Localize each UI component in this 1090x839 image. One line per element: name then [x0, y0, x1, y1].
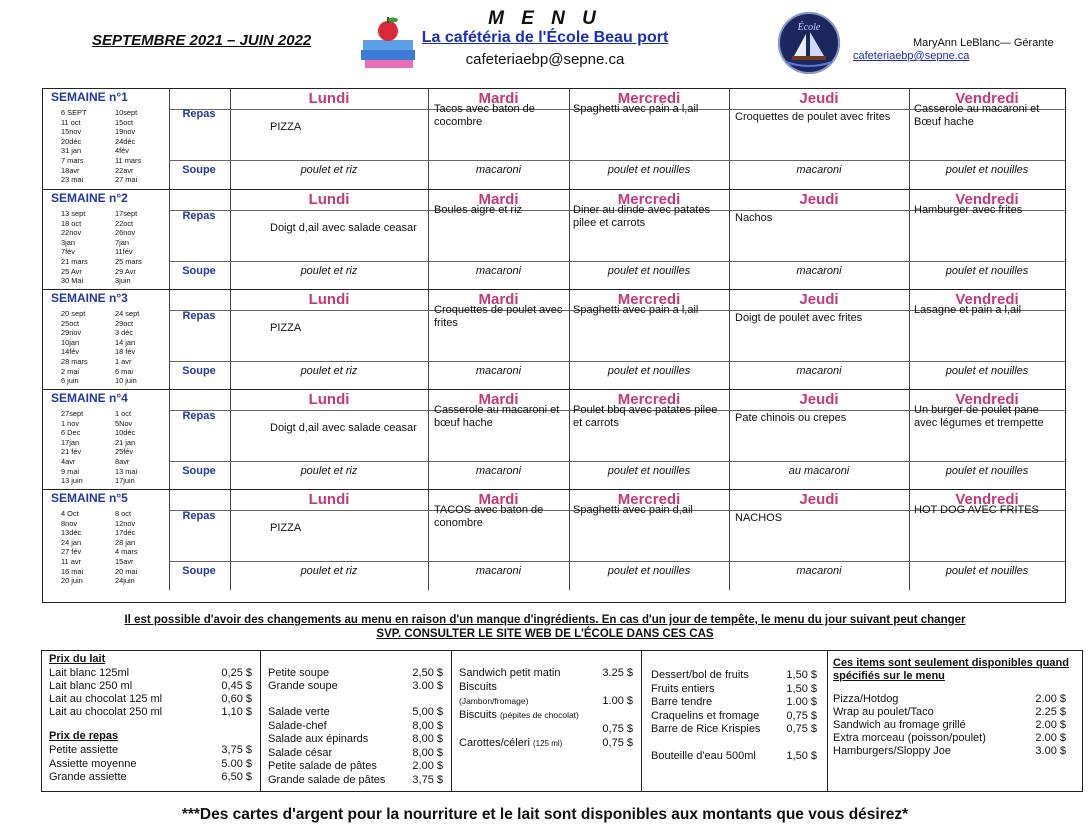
soup-item: macaroni: [475, 164, 522, 176]
notice-website: SVP. CONSULTER LE SITE WEB DE L'ÉCOLE DANS CES CAS: [376, 628, 714, 640]
day-header-lundi: Lundi: [308, 391, 350, 408]
menu-grid: [42, 88, 1066, 603]
row-divider: [169, 561, 1065, 562]
week-date: 17jan: [61, 437, 80, 447]
week-date: 24 jan: [61, 537, 82, 547]
price-item-name: Pizza/Hotdog: [833, 693, 899, 705]
day-header-mardi: Mardi: [478, 90, 519, 107]
day-header-jeudi: Jeudi: [799, 491, 839, 508]
week-date: 21 fév: [61, 447, 82, 457]
specials-heading: Ces items sont seulement disponibles quand spécifiés sur le menu: [833, 657, 1069, 682]
week-title: SEMAINE n°3: [51, 291, 128, 305]
manager-name: MaryAnn LeBlanc— Gérante: [913, 37, 1054, 49]
week-date: 6 mai: [115, 366, 134, 376]
week-date: 27sept: [61, 409, 84, 418]
week-date: 14fév: [61, 347, 80, 357]
soupe-label: Soupe: [182, 565, 216, 577]
soup-item: poulet et nouilles: [607, 365, 691, 377]
soup-item: poulet et nouilles: [607, 164, 691, 176]
row-divider: [169, 160, 1065, 161]
day-header-vendredi: Vendredi: [955, 391, 1019, 408]
week-date: 7 mars: [61, 156, 84, 165]
week-date: 8 oct: [115, 509, 132, 518]
price-item-name: Lait blanc 125ml: [49, 667, 130, 679]
cafeteria-name: La cafétéria de l'École Beau port: [421, 29, 669, 46]
row-divider: [169, 361, 1065, 362]
meal-item: Poulet bbq avec patates pilee et carrots: [573, 404, 718, 429]
week-date: 10 juin: [115, 376, 137, 386]
meal-item: Tacos avec baton de cocombre: [434, 103, 535, 128]
price-item-name: Craquelins et fromage: [651, 709, 760, 722]
day-header-mardi: Mardi: [478, 291, 519, 308]
day-header-lundi: Lundi: [308, 491, 350, 508]
week-date: 22avr: [115, 165, 134, 175]
week-date: 15oct: [115, 117, 134, 127]
day-header-vendredi: Vendredi: [955, 90, 1019, 107]
price-item-value: 1,50 $: [786, 669, 817, 681]
week-date: 13 sept: [61, 209, 86, 218]
week-date: 15avr: [115, 557, 134, 566]
price-item-name: Bouteille d'eau 500ml: [651, 750, 756, 762]
meal-item: Diner au dinde avec patates pilee et carrots: [573, 204, 710, 229]
day-header-lundi: Lundi: [308, 90, 350, 107]
meal-item: Spaghetti avec pain d,ail: [573, 504, 693, 516]
menu-title: M E N U: [488, 8, 602, 29]
week-date: 4fév: [115, 146, 129, 156]
week-date: 2 mai: [61, 366, 80, 376]
week-date: 25 mars: [115, 257, 142, 266]
week-date: 24juin: [115, 576, 135, 586]
price-item-value: 0,75 $: [786, 709, 817, 722]
price-item-name: Petite salade de pâtes: [268, 760, 377, 772]
soup-item: macaroni: [796, 565, 842, 577]
meal-item: Doigt d,ail avec salade ceasar: [270, 422, 417, 434]
week-date: 7jan: [115, 237, 129, 247]
milk-price-heading: Prix du lait: [49, 653, 106, 665]
week-date: 8nov: [61, 518, 78, 528]
week-block: [43, 289, 1065, 390]
column-divider: [169, 290, 170, 390]
price-item-value: 8,00 $: [412, 719, 443, 732]
week-date: 26nov: [115, 228, 136, 238]
week-date: 16 mai: [61, 566, 84, 576]
meal-item: Nachos: [735, 212, 773, 224]
week-date: 1 avr: [115, 357, 132, 366]
price-column-specials: [827, 651, 1082, 791]
meal-item: PIZZA: [270, 322, 302, 334]
week-date: 25 Avr: [61, 266, 82, 276]
soup-item: poulet et nouilles: [945, 465, 1029, 477]
week-date: 6 juin: [61, 376, 79, 386]
repas-label: Repas: [182, 210, 216, 222]
soup-item: macaroni: [796, 365, 842, 377]
week-date: 18avr: [61, 165, 80, 175]
price-item-value: 1,50 $: [786, 750, 817, 762]
meal-item: Casserole au macaroni et bœuf hache: [434, 404, 560, 429]
week-date: 24déc: [115, 136, 136, 146]
soup-item: poulet et nouilles: [607, 565, 691, 577]
week-date: 25fév: [115, 447, 134, 457]
day-header-mardi: Mardi: [478, 391, 519, 408]
week-date: 8avr: [115, 457, 130, 466]
price-item-value: 1,50 $: [786, 682, 817, 695]
soup-item: poulet et riz: [300, 465, 358, 477]
week-date: 9 mai: [61, 466, 80, 476]
meal-price-heading: Prix de repas: [49, 730, 119, 742]
week-date: 19nov: [115, 127, 136, 137]
week-date: 28 mars: [61, 357, 88, 366]
soupe-label: Soupe: [182, 164, 216, 176]
meal-item: Un burger de poulet pane avec légumes et trempette: [914, 404, 1044, 429]
price-item-name: Barre tendre: [651, 696, 713, 708]
week-date: 28 jan: [115, 537, 136, 547]
price-item-value: 2.00 $: [412, 760, 443, 772]
week-date: 13déc: [61, 528, 82, 538]
meal-item: Spaghetti avec pain a l,ail: [573, 304, 699, 316]
week-date: 20 sept: [61, 309, 86, 318]
price-item-value: 1.00 $: [786, 696, 817, 708]
price-item-name: Sandwich petit matin: [459, 667, 561, 679]
week-date: 5Nov: [115, 418, 133, 428]
books-apple-icon: [357, 12, 419, 74]
week-title: SEMAINE n°2: [51, 191, 128, 205]
price-column-desserts: [641, 651, 827, 791]
price-item-name: [459, 737, 562, 749]
day-header-jeudi: Jeudi: [799, 191, 839, 208]
meal-item: PIZZA: [270, 121, 302, 133]
price-item-value: 5.00 $: [221, 757, 252, 770]
price-item-name: Petite soupe: [268, 667, 330, 679]
week-date: 6 SEPT: [61, 108, 87, 117]
price-item-name: Barre de Rice Krispies: [651, 723, 761, 735]
price-item-name: Lait au chocolat 250 ml: [49, 706, 163, 718]
column-divider: [169, 190, 170, 290]
week-date: 20 mai: [115, 566, 138, 576]
repas-label: Repas: [182, 310, 216, 322]
soup-item: poulet et riz: [300, 365, 358, 377]
soupe-label: Soupe: [182, 265, 216, 277]
price-item-name: Salade césar: [268, 746, 333, 759]
cafeteria-email: cafeteriaebp@sepne.ca: [465, 51, 625, 68]
week-date: 14 jan: [115, 337, 136, 347]
week-date: 1 oct: [115, 409, 132, 418]
week-date: 4avr: [61, 457, 76, 466]
price-item-name: Assiette moyenne: [49, 757, 137, 770]
soup-item: poulet et nouilles: [607, 265, 691, 277]
price-item-value: 0,60 $: [221, 693, 252, 705]
price-item-name: Grande assiette: [49, 771, 127, 783]
week-date: 10jan: [61, 337, 80, 347]
price-item-name-main: Carottes/céleri: [459, 737, 530, 749]
price-item-name: Salade aux épinards: [268, 733, 369, 745]
meal-item: Boules aigre et riz: [434, 204, 523, 216]
soup-item: macaroni: [796, 265, 842, 277]
logo-text: École: [797, 22, 821, 33]
week-date: 31 jan: [61, 146, 82, 156]
price-item-value: 0,75 $: [602, 737, 633, 749]
meal-item: Spaghetti avec pain a l,ail: [573, 103, 699, 115]
soup-item: macaroni: [796, 164, 842, 176]
price-item-name: Biscuits: [459, 681, 497, 693]
price-item-name: Lait blanc 250 ml: [49, 680, 133, 692]
price-item-value: 8,00 $: [412, 746, 443, 759]
repas-label: Repas: [182, 510, 216, 522]
soup-item: macaroni: [475, 565, 522, 577]
week-date: 20déc: [61, 136, 82, 146]
price-item-value: 3.25 $: [602, 667, 633, 679]
price-column-snacks: [451, 651, 641, 791]
week-title: SEMAINE n°5: [51, 491, 128, 505]
week-date: 17déc: [115, 528, 136, 538]
meal-item: Hamburger avec frites: [914, 204, 1023, 216]
week-date: 22oct: [115, 218, 134, 228]
day-header-mardi: Mardi: [478, 191, 519, 208]
price-item-name: Grande soupe: [268, 680, 338, 692]
soupe-label: Soupe: [182, 365, 216, 377]
meal-item: Pate chinois ou crepes: [735, 412, 847, 424]
repas-label: Repas: [182, 410, 216, 422]
price-item-name: Grande salade de pâtes: [268, 773, 386, 786]
row-divider: [169, 461, 1065, 462]
price-item-name-main: Biscuits: [459, 709, 497, 721]
week-date: 3 déc: [115, 328, 134, 338]
week-date: 18 oct: [61, 218, 82, 228]
soup-item: poulet et nouilles: [945, 265, 1029, 277]
price-item-value: 3,75 $: [221, 744, 252, 756]
meal-item: NACHOS: [735, 512, 783, 524]
soup-item: macaroni: [475, 465, 522, 477]
notice-changes: Il est possible d'avoir des changements au menu en raison d'un manque d'ingrédients. En cas d'un jour de tempête, le menu du jour suivant peut changer: [124, 614, 966, 626]
price-item-name: Wrap au poulet/Taco: [833, 706, 934, 718]
week-date: 6 Dec: [61, 428, 81, 438]
meal-item: Croquettes de poulet avec frites: [434, 304, 563, 329]
soup-item: poulet et nouilles: [945, 565, 1029, 577]
day-header-mercredi: Mercredi: [617, 491, 681, 508]
week-date: 29oct: [115, 318, 134, 328]
meal-item: HOT DOG AVEC FRITES: [914, 504, 1039, 516]
price-item-value: 3,75 $: [412, 773, 443, 786]
soupe-label: Soupe: [182, 465, 216, 477]
soup-item: macaroni: [475, 365, 522, 377]
week-date: 30 Mai: [61, 276, 84, 286]
school-logo: [778, 12, 840, 74]
week-date: 22nov: [61, 228, 82, 238]
week-date: 21 jan: [115, 437, 136, 447]
meal-item: PIZZA: [270, 522, 302, 534]
week-date: 7fév: [61, 247, 75, 257]
week-date: 29 Avr: [115, 266, 136, 276]
week-date: 13 mai: [115, 466, 138, 476]
week-date: 4 Oct: [61, 509, 79, 518]
repas-label: Repas: [182, 108, 216, 120]
week-date: 3juin: [115, 276, 131, 286]
day-header-lundi: Lundi: [308, 191, 350, 208]
week-date: 10déc: [115, 428, 136, 438]
price-item-value: 6,50 $: [221, 771, 252, 783]
week-date: 25oct: [61, 318, 80, 328]
price-item-value: 5,00 $: [412, 706, 443, 718]
week-date: 17sept: [115, 209, 138, 218]
day-header-jeudi: Jeudi: [799, 291, 839, 308]
price-item-value: 2.00 $: [1035, 732, 1066, 744]
price-list: [41, 650, 1083, 792]
row-divider: [169, 261, 1065, 262]
week-date: 21 mars: [61, 257, 88, 266]
column-divider: [169, 490, 170, 590]
soup-item: poulet et riz: [300, 565, 358, 577]
day-header-mercredi: Mercredi: [617, 291, 681, 308]
price-item-name: Lait au chocolat 125 ml: [49, 693, 163, 705]
week-date: 17juin: [115, 476, 135, 486]
day-header-vendredi: Vendredi: [955, 291, 1019, 308]
week-date: 27 mai: [115, 175, 138, 185]
price-item-value: 3.00 $: [412, 680, 443, 692]
soup-item: macaroni: [475, 265, 522, 277]
week-title: SEMAINE n°4: [51, 391, 128, 405]
week-block: [43, 489, 1065, 590]
price-item-name: Petite assiette: [49, 744, 119, 756]
price-item-value: 2.25 $: [1035, 706, 1066, 718]
price-item-value: 0,25 $: [221, 667, 252, 679]
week-date: 23 mai: [61, 175, 84, 185]
price-item-name: Extra morceau (poisson/poulet): [833, 732, 986, 744]
soup-item: au macaroni: [788, 465, 850, 477]
manager-email-link[interactable]: cafeteriaebp@sepne.ca: [853, 50, 970, 62]
week-date: 12nov: [115, 518, 136, 528]
period-title: SEPTEMBRE 2021 – JUIN 2022: [92, 32, 312, 49]
column-divider: [169, 89, 170, 189]
meal-item: Croquettes de poulet avec frites: [735, 111, 891, 123]
day-header-jeudi: Jeudi: [799, 391, 839, 408]
price-item-value: 1,10 $: [221, 706, 252, 718]
price-item-name: [459, 709, 579, 721]
price-item-value: 8,00 $: [412, 733, 443, 745]
week-date: 4 mars: [115, 547, 138, 557]
meal-item: Casserole au macaroni et Bœuf hache: [914, 103, 1040, 128]
price-item-name: Hamburgers/Sloppy Joe: [833, 745, 952, 757]
meal-item: Doigt d,ail avec salade ceasar: [270, 222, 417, 234]
footer-note: ***Des cartes d'argent pour la nourriture et le lait sont disponibles aux montants que vous désirez*: [181, 806, 909, 823]
meal-item: Lasagne et pain a l,ail: [914, 304, 1022, 316]
week-date: 11 mars: [115, 156, 142, 165]
day-header-lundi: Lundi: [308, 291, 350, 308]
week-title: SEMAINE n°1: [51, 90, 128, 104]
week-date: 29nov: [61, 328, 82, 338]
week-date: 24 sept: [115, 309, 140, 318]
week-block: [43, 389, 1065, 490]
week-date: 13 juin: [61, 476, 83, 486]
price-item-name: Sandwich au fromage grillé: [833, 719, 966, 731]
day-header-mercredi: Mercredi: [617, 391, 681, 408]
price-column-milk-meals: [42, 651, 260, 791]
week-date: 3jan: [61, 237, 75, 247]
week-date: 20 juin: [61, 576, 83, 586]
soup-item: poulet et nouilles: [945, 164, 1029, 176]
soup-item: poulet et riz: [300, 164, 358, 176]
day-header-vendredi: Vendredi: [955, 491, 1019, 508]
price-item-note: (Jambon/fromage): [459, 696, 529, 706]
price-item-value: 2.00 $: [1035, 719, 1066, 731]
column-divider: [169, 390, 170, 490]
price-item-value: 1.00 $: [602, 695, 633, 707]
day-header-jeudi: Jeudi: [799, 90, 839, 107]
week-date: 11 avr: [61, 557, 81, 566]
week-date: 11fév: [115, 247, 133, 257]
price-item-name: Salade verte: [268, 706, 330, 718]
week-date: 11 oct: [61, 117, 81, 127]
price-item-name: Dessert/bol de fruits: [651, 669, 749, 681]
price-column-soup-salad: [260, 651, 451, 791]
price-item-value: 2.00 $: [1035, 693, 1066, 705]
price-item-name: Fruits entiers: [651, 682, 715, 695]
price-item-note: (125 ml): [532, 739, 563, 748]
price-item-value: 0,45 $: [221, 680, 252, 692]
price-item-value: 3.00 $: [1035, 745, 1066, 757]
week-date: 10sept: [115, 108, 138, 117]
week-block: [43, 189, 1065, 290]
week-date: 18 fév: [115, 347, 136, 357]
week-block: [43, 89, 1065, 189]
meal-item: TACOS avec baton de conombre: [434, 504, 544, 529]
price-item-value: 2,50 $: [412, 667, 443, 679]
price-item-value: 0,75 $: [786, 723, 817, 735]
week-date: 27 fév: [61, 547, 82, 557]
week-date: 1 nov: [61, 418, 80, 428]
day-header-mardi: Mardi: [478, 491, 519, 508]
day-header-vendredi: Vendredi: [955, 191, 1019, 208]
day-header-mercredi: Mercredi: [617, 90, 681, 107]
soup-item: poulet et nouilles: [607, 465, 691, 477]
price-item-name: Salade-chef: [268, 719, 327, 732]
price-item-value: 0,75 $: [602, 723, 633, 735]
meal-item: Doigt de poulet avec frites: [735, 312, 863, 324]
soup-item: poulet et riz: [300, 265, 358, 277]
week-date: 15nov: [61, 127, 82, 137]
day-header-mercredi: Mercredi: [617, 191, 681, 208]
price-item-note: (pépites de chocolat): [499, 710, 579, 720]
soup-item: poulet et nouilles: [945, 365, 1029, 377]
